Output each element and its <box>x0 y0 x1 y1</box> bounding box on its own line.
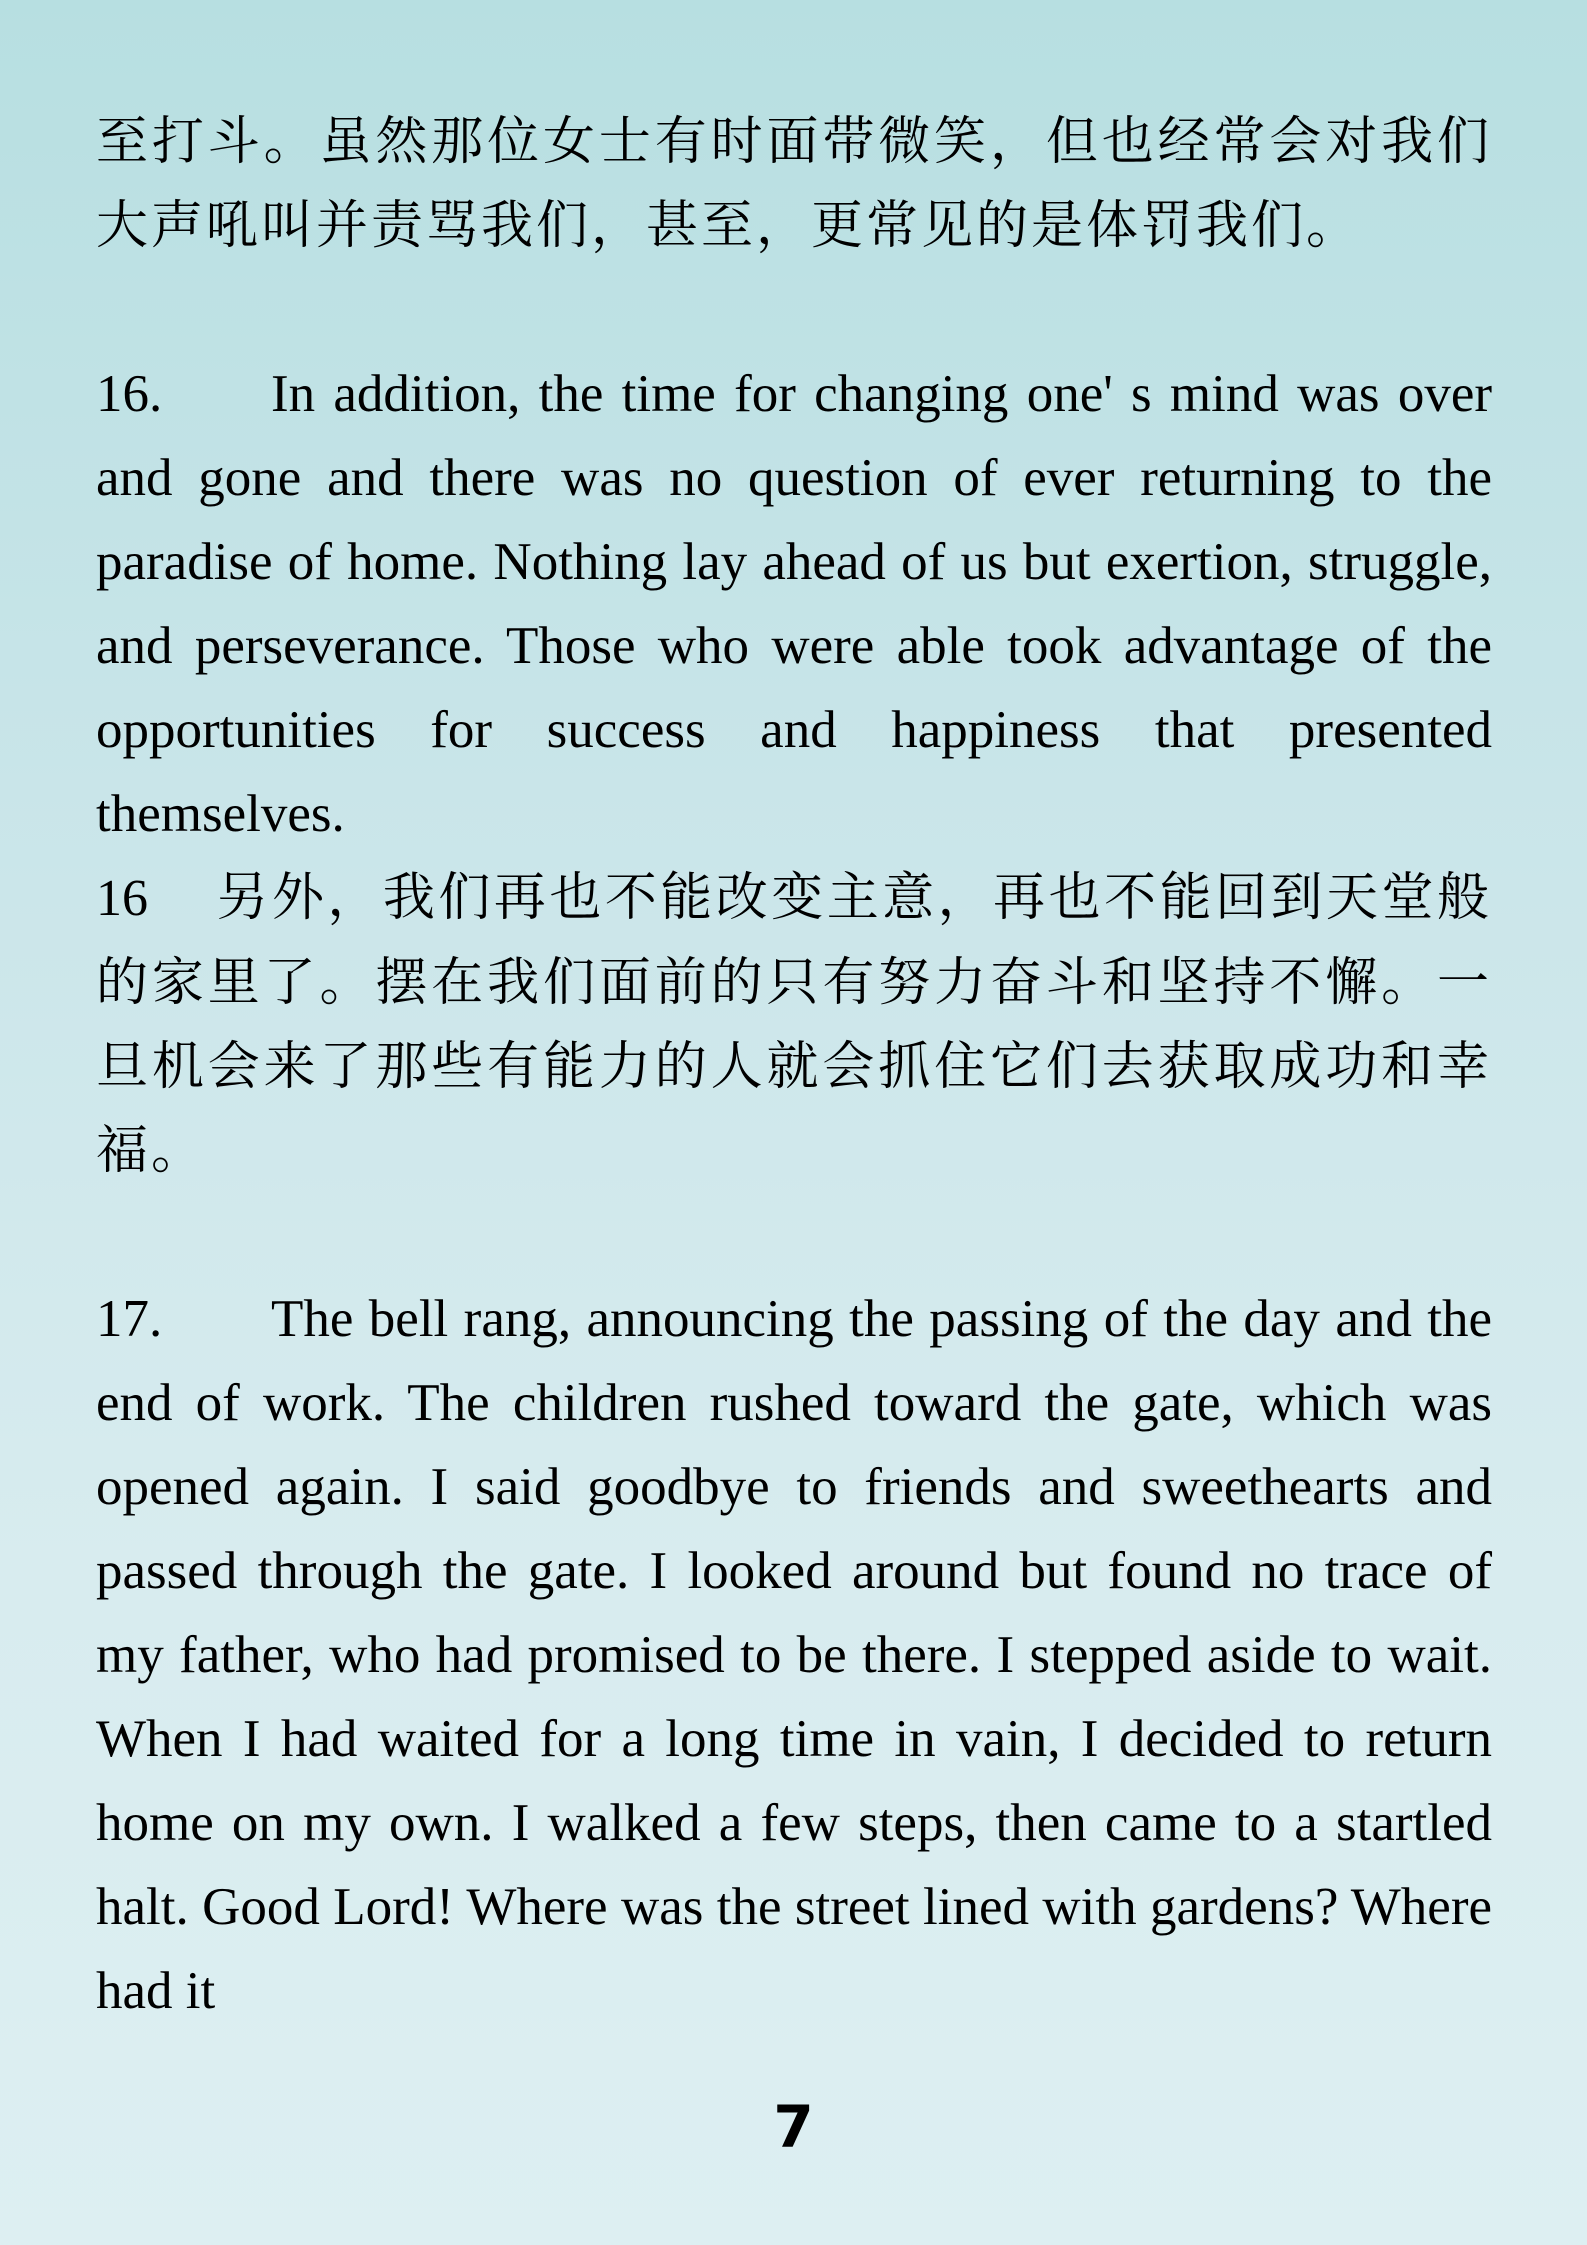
page-content <box>96 100 1492 2033</box>
paragraph-text: The bell rang, announcing the passing of the day and the end of work. The children rushed toward the gate, which was opened again. I said goodbye to friends and sweethearts and passed through the gate. I looked around but found no trace of my father, who had promised to be there. I stepped aside to wait. When I had waited for a long time in vain, I decided to return home on my own. I walked a few steps, then came to a startled halt. Good Lord! Where was the street lined with gardens? Where had it <box>96 1290 1492 2020</box>
paragraph-17-english <box>96 1277 1492 2033</box>
paragraph-number: 16. <box>96 365 163 423</box>
paragraph-gap <box>96 268 1492 352</box>
paragraph-15-chinese-tail: 至打斗。虽然那位女士有时面带微笑，但也经常会对我们大声吼叫并责骂我们，甚至，更常见的是体罚我们。 <box>96 112 1492 256</box>
paragraph-gap <box>96 1193 1492 1277</box>
page-number: 7 <box>773 2093 814 2161</box>
paragraph-number: 17. <box>96 1290 163 1348</box>
paragraph-text: 另外，我们再也不能改变主意，再也不能回到天堂般的家里了。摆在我们面前的只有努力奋斗和坚持不懈。一旦机会来了那些有能力的人就会抓住它们去获取成功和幸福。 <box>96 868 1492 1181</box>
paragraph-number: 16 <box>96 870 148 927</box>
paragraph-text: In addition, the time for changing one' s mind was over and gone and there was no question of ever returning to the paradise of home. Nothing lay ahead of us but exertion, struggle, and perseverance. Those who were able took advantage of the opportunities for success and happiness that presented themselves. <box>96 365 1492 843</box>
paragraph-16-english <box>96 352 1492 856</box>
paragraph-16-chinese <box>96 856 1492 1193</box>
